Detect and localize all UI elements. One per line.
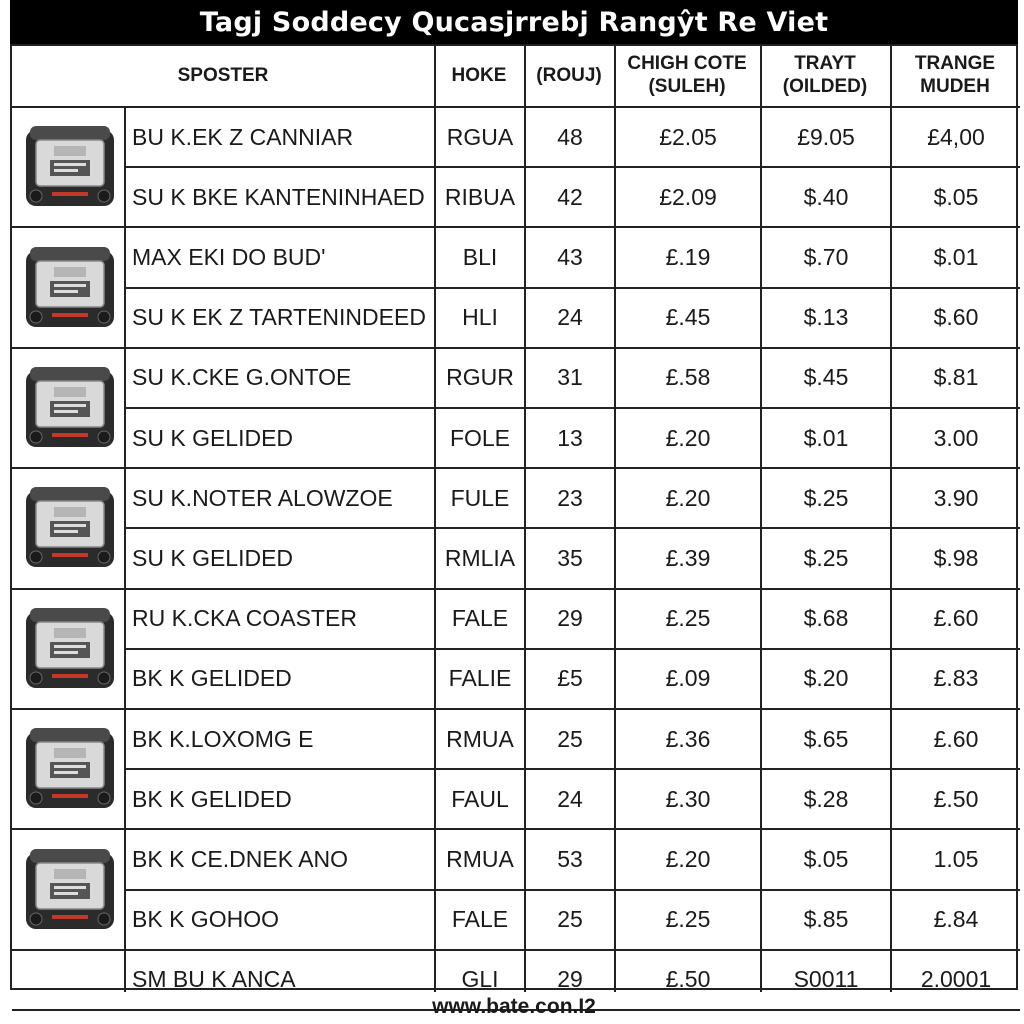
trange-value: $.60 [933,304,979,331]
product-thumbnail-icon [24,363,116,451]
count: 24 [557,304,583,331]
count: 35 [557,544,583,571]
product-thumbnail-icon [24,604,116,692]
high-cost: £.36 [665,725,711,752]
product-name: BK K.LOXOMG E [132,725,314,752]
trayt-value: $.05 [803,845,849,872]
count: 24 [557,785,583,812]
count: 29 [557,605,583,632]
high-cost: £.19 [665,243,711,270]
trange-value: £4,00 [927,123,985,150]
trayt-value: $.68 [803,605,849,632]
trange-value: £.84 [933,906,979,933]
trange-value: $.81 [933,364,979,391]
column-header: TRANGE MUDEH [914,53,996,97]
trayt-value: S0011 [793,966,859,993]
column-header: SPOSTER [177,64,269,86]
high-cost: £.50 [665,966,711,993]
count: 53 [557,845,583,872]
trange-value: 3.90 [933,484,979,511]
high-cost: £.20 [665,424,711,451]
trange-value: 3.00 [933,424,979,451]
trayt-value: $.45 [803,364,849,391]
product-thumbnail-icon [24,483,116,571]
product-type: RGUA [446,123,514,150]
product-type: RMLIA [444,544,516,571]
product-thumbnail-icon [24,122,116,210]
trayt-value: $.01 [803,424,849,451]
product-type: RMUA [446,725,514,752]
column-header: HOKE [451,64,507,86]
trayt-value: $.25 [803,484,849,511]
high-cost: £.45 [665,304,711,331]
product-type: FALE [451,605,509,632]
count: 29 [557,966,583,993]
trayt-value: $.40 [803,183,849,210]
count: 43 [557,243,583,270]
trange-value: $.05 [933,183,979,210]
trayt-value: £9.05 [797,123,855,150]
product-name: SU K GELIDED [132,544,294,571]
count: 48 [557,123,583,150]
product-name: SU K GELIDED [132,424,294,451]
page-title: Tagj Soddecy Qucasjrrebj Rangŷt Re Viet [10,0,1018,44]
product-name: SU K.NOTER ALOWZOE [132,484,393,511]
high-cost: £.09 [665,665,711,692]
product-name: BK K GELIDED [132,785,292,812]
trange-value: £.60 [933,725,979,752]
count: 31 [557,364,583,391]
trayt-value: $.13 [803,304,849,331]
product-name: SU K EK Z TARTENINDEED [132,304,426,331]
product-name: BK K CE.DNEK ANO [132,845,349,872]
count: 23 [557,484,583,511]
trange-value: £.60 [933,605,979,632]
trayt-value: $.28 [803,785,849,812]
high-cost: £.25 [665,605,711,632]
trayt-value: $.25 [803,544,849,571]
product-type: FAUL [451,785,509,812]
high-cost: £.25 [665,906,711,933]
trange-value: 1.05 [933,845,979,872]
product-type: FALIE [448,665,512,692]
trange-value: 2.0001 [920,966,992,993]
product-thumbnail-icon [24,845,116,933]
product-type: FALE [451,906,509,933]
product-name: MAX EKI DO BUD' [132,243,326,270]
product-type: RIBUA [444,183,516,210]
high-cost: £.20 [665,484,711,511]
product-type: GLI [461,966,499,993]
high-cost: £2.05 [659,123,717,150]
column-header: TRAYT (OILDED) [782,53,868,97]
high-cost: £.39 [665,544,711,571]
high-cost: £.20 [665,845,711,872]
high-cost: £.30 [665,785,711,812]
product-name: RU K.CKA COASTER [132,605,357,632]
high-cost: £2.09 [659,183,717,210]
trayt-value: $.85 [803,906,849,933]
product-type: FULE [450,484,510,511]
product-name: BK K GELIDED [132,665,292,692]
product-name: SU K.CKE G.ONTOE [132,364,352,391]
product-name: BU K.EK Z CANNIAR [132,123,354,150]
trayt-value: $.20 [803,665,849,692]
product-thumbnail-icon [24,724,116,812]
count: 13 [557,424,583,451]
trange-value: $.01 [933,243,979,270]
product-name: SM BU K ANCA [132,966,296,993]
product-type: RGUR [446,364,514,391]
count: 25 [557,725,583,752]
column-header: (ROUJ) [536,64,602,86]
trange-value: $.98 [933,544,979,571]
product-name: BK K GOHOO [132,906,279,933]
count: £5 [557,665,583,692]
price-table [10,44,1018,993]
product-type: BLI [462,243,498,270]
column-header: CHIGH COTE (SULEH) [627,53,747,97]
trange-value: £.83 [933,665,979,692]
product-name: SU K BKE KANTENINHAED [132,183,425,210]
product-thumbnail-icon [24,243,116,331]
high-cost: £.58 [665,364,711,391]
trange-value: £.50 [933,785,979,812]
trayt-value: $.70 [803,243,849,270]
footer-url[interactable]: www.bate.con.I2 [432,995,596,1018]
count: 42 [557,183,583,210]
product-type: RMUA [446,845,514,872]
count: 25 [557,906,583,933]
product-type: HLI [462,304,498,331]
product-type: FOLE [449,424,511,451]
trayt-value: $.65 [803,725,849,752]
